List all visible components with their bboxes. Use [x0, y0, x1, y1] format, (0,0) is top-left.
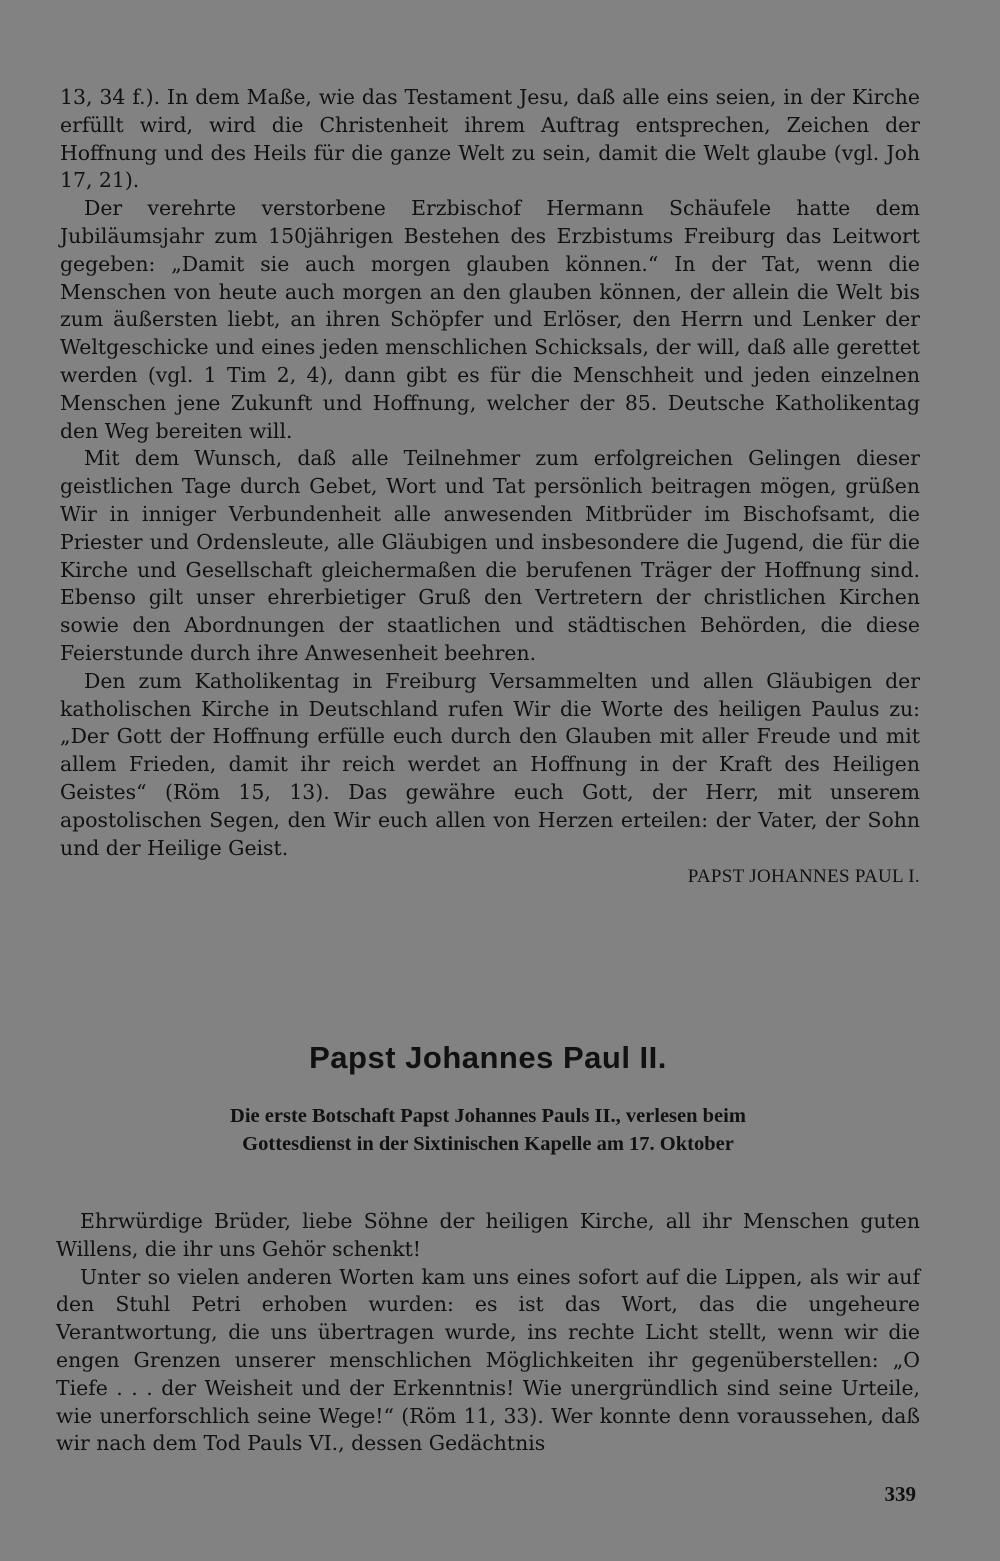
- section-subtitle: [56, 1102, 920, 1158]
- section-title: Papst Johannes Paul II.: [309, 1040, 667, 1075]
- message-paragraph-2: Unter so vielen anderen Worten kam uns eines sofort auf die Lippen, als wir auf den Stuhl Petri erhoben wurden: es ist das Wort, das die ungeheure Verantwortung, die uns übertragen wurde, ins rechte Licht stellt, wenn wir die engen Grenzen unserer menschlichen Möglichkeiten ihr gegenüberstellen: „O Tiefe . . . der Weisheit und der Erkenntnis! Wie unergründlich sind seine Urteile, wie unerforschlich seine Wege!“ (Röm 11, 33). Wer konnte denn voraussehen, daß wir nach dem Tod Pauls VI., dessen Gedächtnis: [56, 1264, 920, 1456]
- message-section: [56, 1040, 920, 1458]
- letter-paragraph-1: 13, 34 f.). In dem Maße, wie das Testament Jesu, daß alle eins seien, in der Kirche erfüllt wird, wird die Christenheit ihrem Auftrag entsprechen, Zeichen der Hoffnung und des Heils für die ganze Welt zu sein, damit die Welt glaube (vgl. Joh 17, 21).: [60, 85, 920, 193]
- signature: PAPST JOHANNES PAUL I.: [687, 866, 920, 888]
- letter-paragraph-3: Mit dem Wunsch, daß alle Teilnehmer zum erfolgreichen Gelingen dieser geistlichen Tage durch Gebet, Wort und Tat persönlich beitragen mögen, grüßen Wir in inniger Verbundenheit alle anwesenden Mitbrüder im Bischofsamt, die Priester und Ordensleute, alle Gläubigen und insbesondere die Jugend, die für die Kirche und Gesellschaft gleichermaßen die berufenen Träger der Hoffnung sind. Ebenso gilt unser ehrerbietiger Gruß den Vertretern der christlichen Kirchen sowie den Abordnungen der staatlichen und städtischen Behörden, die diese Feierstunde durch ihre Anwesenheit beehren.: [60, 446, 920, 665]
- subtitle-line-1: Die erste Botschaft Papst Johannes Pauls II., verlesen beim: [230, 1105, 746, 1127]
- letter-body: [60, 84, 920, 911]
- letter-paragraph-2: Der verehrte verstorbene Erzbischof Hermann Schäufele hatte dem Jubiläumsjahr zum 150jährigen Bestehen des Erzbistums Freiburg das Leitwort gegeben: „Damit sie auch morgen glauben können.“ In der Tat, wenn die Menschen von heute auch morgen an den glauben können, der allein die Welt bis zum äußersten liebt, an ihren Schöpfer und Erlöser, den Herrn und Lenker der Weltgeschicke und eines jeden menschlichen Schicksals, der will, daß alle gerettet werden (vgl. 1 Tim 2, 4), dann gibt es für die Menschheit und jeden einzelnen Menschen jene Zukunft und Hoffnung, welcher der 85. Deutsche Katholikentag den Weg bereiten will.: [60, 196, 920, 443]
- message-paragraph-1: Ehrwürdige Brüder, liebe Söhne der heiligen Kirche, all ihr Menschen guten Willens, die ihr uns Gehör schenkt!: [56, 1209, 920, 1261]
- subtitle-line-2: Gottesdienst in der Sixtinischen Kapelle am 17. Oktober: [242, 1133, 734, 1155]
- page-number: 339: [884, 1482, 916, 1506]
- letter-paragraph-4: Den zum Katholikentag in Freiburg Versammelten und allen Gläubigen der katholischen Kirche in Deutschland rufen Wir die Worte des heiligen Paulus zu: „Der Gott der Hoffnung erfülle euch durch den Glauben mit aller Freude und mit allem Frieden, damit ihr reich werdet an Hoffnung in der Kraft des Heiligen Geistes“ (Röm 15, 13). Das gewähre euch Gott, der Herr, mit unserem apostolischen Segen, den Wir euch allen von Herzen erteilen: der Vater, der Sohn und der Heilige Geist.: [60, 668, 920, 860]
